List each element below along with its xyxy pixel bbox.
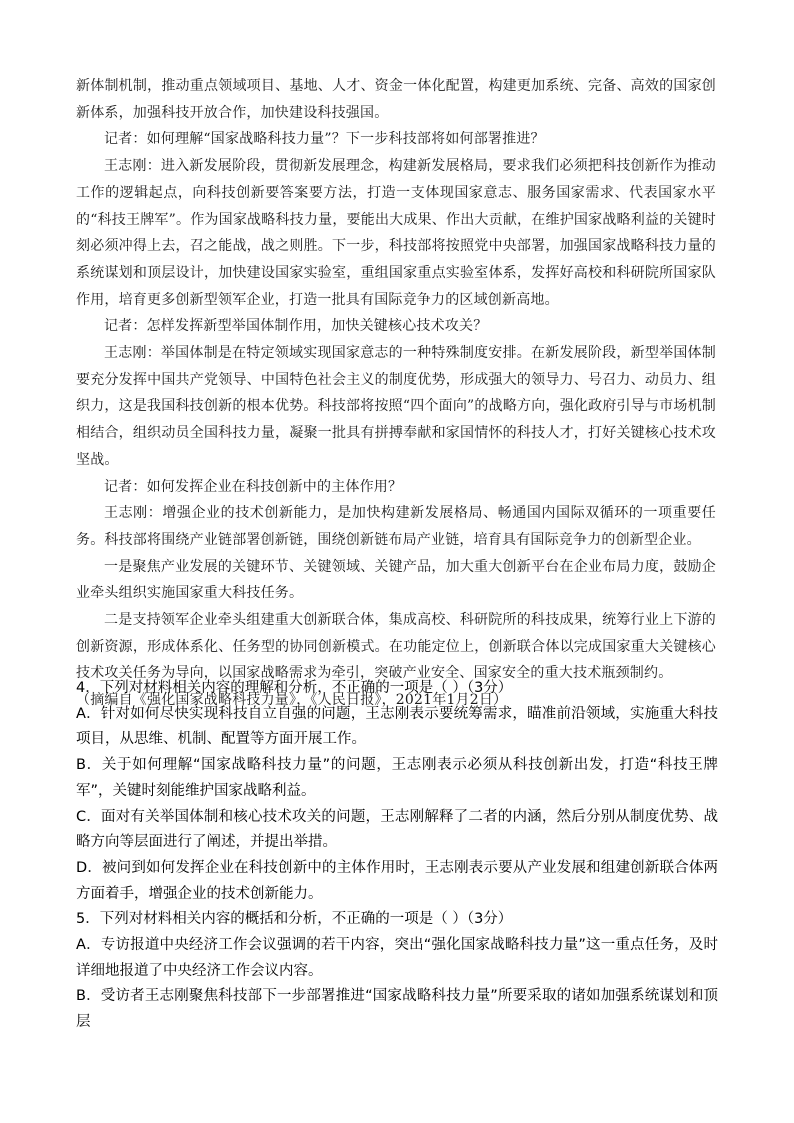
question-stem: 4．下列对材料相关内容的理解和分析，不正确的一项是（ ）（3分） — [76, 680, 513, 696]
passage-paragraph: 二是支持领军企业牵头组建重大创新联合体，集成高校、科研院所的科技成果，统筹行业上下游的创新资源，形成体系化、任务型的协同创新模式。在功能定位上，创新联合体以完成国家重大关键核心技术攻关任务为导向，以国家战略需求为牵引，突破产业安全、国家安全的重大技术瓶颈制约。 — [76, 612, 716, 682]
question-stem: 5．下列对材料相关内容的概括和分析，不正确的一项是（ ）（3分） — [76, 911, 513, 928]
reporter-question: 记者：怎样发挥新型举国体制作用，加快关键核心技术攻关？ — [104, 318, 488, 335]
interviewee-answer: 王志刚：进入新发展阶段，贯彻新发展理念，构建新发展格局，要求我们必须把科技创新作为推动工作的逻辑起点，向科技创新要答案要方法，打造一支体现国家意志、服务国家需求、代表国家水平的“科技王牌军”。作为国家战略科技力量，要能出大成果、作出大贡献，在维护国家战略利益的关键时刻必须冲得上去，召之能战，战之则胜。下一步，科技部将按照党中央部署，加强国家战略科技力量的系统谋划和顶层设计，加快建设国家实验室，重组国家重点实验室体系，发挥好高校和科研院所国家队作用，培育更多创新型领军企业，打造一批具有国际竞争力的区域创新高地。 — [76, 158, 716, 308]
answer-option: B．关于如何理解“国家战略科技力量”的问题，王志刚表示必须从科技创新出发，打造“科技王牌军”，关键时刻能维护国家战略利益。 — [76, 757, 718, 799]
reporter-question: 记者：如何理解“国家战略科技力量”？下一步科技部将如何部署推进？ — [104, 131, 545, 148]
interviewee-answer: 王志刚：增强企业的技术创新能力，是加快构建新发展格局、畅通国内国际双循环的一项重要任务。科技部将围绕产业链部署创新链，围绕创新链布局产业链，培育具有国际竞争力的创新型企业。 — [76, 505, 716, 548]
passage-paragraph: 新体制机制，推动重点领域项目、基地、人才、资金一体化配置，构建更加系统、完备、高效的国家创新体系，加强科技开放合作，加快建设科技强国。 — [76, 78, 716, 121]
answer-option: A．专访报道中央经济工作会议强调的若干内容，突出“强化国家战略科技力量”这一重点任务，及时详细地报道了中央经济工作会议内容。 — [76, 937, 718, 979]
answer-option: C．面对有关举国体制和核心技术攻关的问题，王志刚解释了二者的内涵，然后分别从制度优势、战略方向等层面进行了阐述，并提出举措。 — [76, 808, 718, 851]
source-citation: （摘编自《强化国家战略科技力量》，《人民日报》，2021年1月2日） — [76, 692, 508, 709]
answer-option: A．针对如何尽快实现科技自立自强的问题，王志刚表示要统筹需求，瞄准前沿领域，实施重大科技项目，从思维、机制、配置等方面开展工作。 — [76, 705, 718, 748]
questions-section — [76, 676, 718, 1036]
answer-option: B．受访者王志刚聚焦科技部下一步部署推进“国家战略科技力量”所要采取的诸如加强系统谋划和顶层 — [76, 988, 718, 1031]
answer-option: D．被问到如何发挥企业在科技创新中的主体作用时，王志刚表示要从产业发展和组建创新联合体两方面着手，增强企业的技术创新能力。 — [76, 859, 718, 902]
reading-passage — [76, 73, 716, 714]
passage-paragraph: 一是聚焦产业发展的关键环节、关键领域、关键产品，加大重大创新平台在企业布局力度，鼓励企业牵头组织实施国家重大科技任务。 — [76, 558, 716, 602]
reporter-question: 记者：如何发挥企业在科技创新中的主体作用？ — [104, 478, 403, 495]
interviewee-answer: 王志刚：举国体制是在特定领域实现国家意志的一种特殊制度安排。在新发展阶段，新型举国体制要充分发挥中国共产党领导、中国特色社会主义的制度优势，形成强大的领导力、号召力、动员力、组织力，这是我国科技创新的根本优势。科技部将按照“四个面向”的战略方向，强化政府引导与市场机制相结合，组织动员全国科技力量，凝聚一批具有拼搏奉献和家国情怀的科技人才，打好关键核心技术攻坚战。 — [76, 345, 716, 468]
